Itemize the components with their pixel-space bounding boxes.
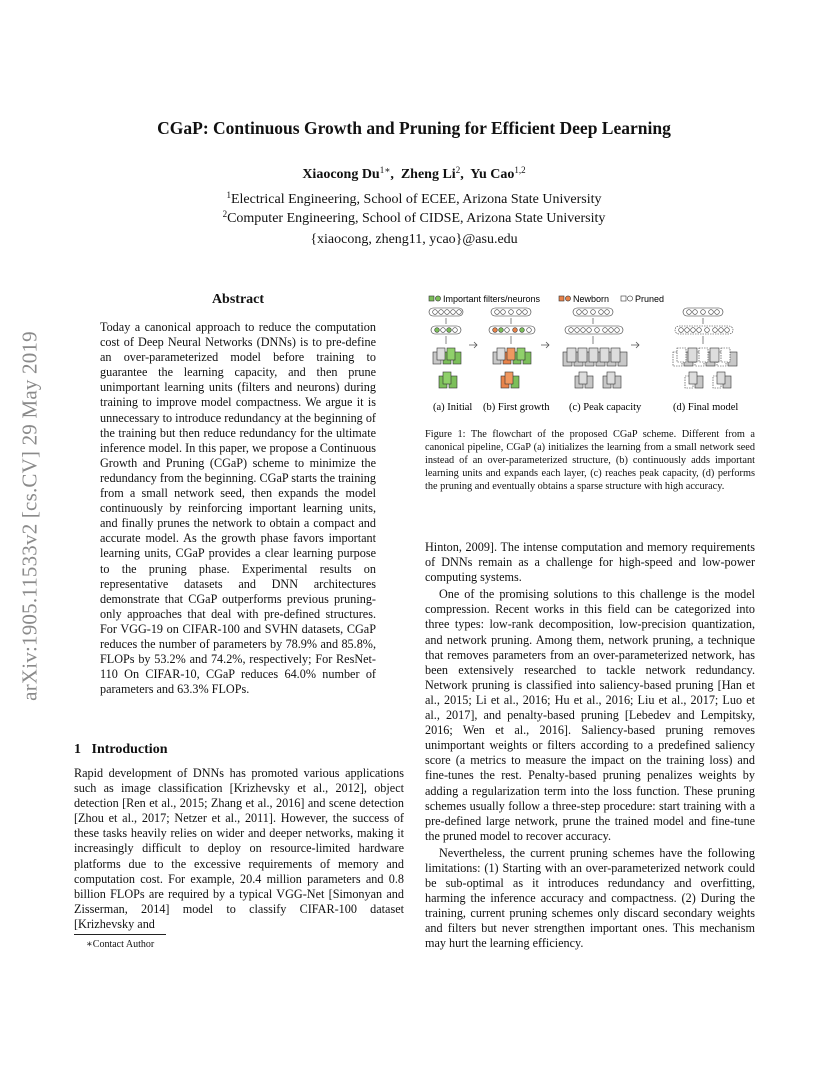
affiliation-text: Computer Engineering, School of CIDSE, Arizona State University [227, 211, 606, 226]
author-emails: {xiaocong, zheng11, ycao}@asu.edu [310, 232, 518, 247]
author-sup: 1∗ [379, 165, 391, 175]
footnote-rule [74, 934, 166, 935]
affiliation-sup: 1 [226, 190, 231, 200]
legend-pruned-swatch [621, 296, 626, 301]
panel-peak-capacity-diagram [563, 308, 627, 388]
figure-1 [425, 290, 755, 418]
abstract-text [100, 320, 376, 697]
panel-label: (c) Peak capacity [569, 402, 642, 413]
affiliation [0, 190, 828, 208]
author-sup: 2 [455, 165, 461, 175]
body-paragraph: Hinton, 2009]. The intense computation and memory requirements of DNNs remain as a challenge for high-speed and low-power computing systems. [425, 540, 755, 585]
legend-important-dot [435, 296, 440, 301]
affiliation-sup: 2 [222, 209, 228, 219]
arxiv-stamp-text: arXiv:1905.11533v2 [cs.CV] 29 May 2019 [17, 331, 42, 701]
panel-label: (a) Initial [433, 402, 473, 413]
legend-newborn-dot [565, 296, 570, 301]
legend-important-swatch [429, 296, 434, 301]
author-name: Zheng Li [400, 167, 456, 182]
footnote: ∗Contact Author [86, 939, 155, 950]
introduction-text [74, 766, 404, 932]
intro-paragraph: Rapid development of DNNs has promoted various applications such as image classification [Krizhevsky et al., 2012], object detection [Ren et al., 2015; Zhang et al., 2016] and scene detection [Zhou et al., 2017; Netzer et al., 2011]. However, the success of these tasks heavily relies on wider and deeper networks, making it increasingly difficult to deploy on resource-limited hardware platforms due to the excessive requirements of memory and computation cost. For example, 20.4 million parameters and 0.8 billion FLOPs are required by a typical VGG-Net [Simonyan and Zisserman, 2014] model to classify CIFAR-100 dataset [Krizhevsky and [74, 766, 404, 931]
panel-first-growth-diagram [489, 308, 535, 388]
panel-label: (d) Final model [673, 402, 739, 413]
right-column-text [425, 540, 755, 952]
arrow-icon [469, 342, 477, 348]
abstract-paragraph: Today a canonical approach to reduce the computation cost of Deep Neural Networks (DNNs) is to pre-define an over-parameterized model before training to guarantee the learning capacity, and then prune unimportant learning units (filters and neurons) during training to improve model compactness. We argue it is unnecessary to introduce redundancy at the beginning of the training but then reduce redundancy for the ultimate inference model. In this paper, we propose a Continuous Growth and Pruning (CGaP) scheme to minimize the redundancy from the beginning. CGaP starts the training from a small network seed, then expands the model continuously by reinforcing important learning units, and finally prunes the network to obtain a compact and accurate model. As the growth phase favors important learning units, CGaP provides a clear learning purpose to the pruning phase. Experimental results on representative datasets and DNN architectures demonstrate that CGaP outperforms previous pruning-only approaches that deal with pre-defined structures. For VGG-19 on CIFAR-100 and SVHN datasets, CGaP reduces the number of parameters by 78.9% and 85.8%, FLOPs by 53.2% and 74.2%, respectively; For ResNet-110 On CIFAR-10, CGaP reduces 64.0% number of parameters and 63.3% FLOPs. [100, 320, 376, 697]
panel-initial-diagram [429, 308, 463, 388]
arxiv-stamp [10, 276, 50, 756]
abstract-heading: Abstract [211, 292, 265, 307]
body-paragraph: Nevertheless, the current pruning schemes have the following limitations: (1) Starting with an over-parameterized network could be sub-optimal as it introduces redundancy and overfitting, harming the inference accuracy and compactness. (2) During the training, current pruning schemes only discard secondary weights and filters but never strengthen important ones. This mechanism may hurt the learning efficiency. [425, 845, 755, 951]
section-number: 1 [74, 742, 81, 757]
cgap-flowchart [425, 290, 755, 418]
paper-title: CGaP: Continuous Growth and Pruning for Efficient Deep Learning [157, 118, 671, 138]
legend-newborn-swatch [559, 296, 564, 301]
arrow-icon [631, 342, 639, 348]
section-title: Introduction [91, 742, 168, 757]
author-name: Yu Cao [470, 167, 515, 182]
body-paragraph: One of the promising solutions to this challenge is the model compression. Recent works in this field can be categorized into three types: low-rank decomposition, low-precision quantization, and network pruning. Among them, network pruning, a technique that removes parameters from an over-parameterized network, has been extensively researched to tackle network redundancy. Network pruning is classified into saliency-based pruning [Han et al., 2015; Li et al., 2016; Hu et al., 2016; Liu et al., 2017; Luo et al., 2017], and penalty-based pruning [Lebedev and Lempitsky, 2016; Wen et al., 2016]. Saliency-based pruning removes unimportant weights or filters according to a predefined saliency score (a metrics to measure the impact on the training loss) and fine-tunes the rest. Penalty-based pruning penalizes weights by adding a regularization term into the loss function. These pruning schemes usually follow a three-step procedure: start training with a pre-defined large network, prune the trained model and fine-tune the pruned model to recover accuracy. [425, 587, 755, 843]
author-sup: 1,2 [514, 165, 526, 175]
legend-pruned-dot [627, 296, 632, 301]
author-name: Xiaocong Du [302, 167, 380, 182]
section-heading-introduction [74, 742, 404, 758]
panel-label: (b) First growth [483, 402, 550, 413]
legend-newborn-label: Newborn [573, 294, 610, 304]
figure-caption: Figure 1: The flowchart of the proposed CGaP scheme. Different from a canonical pipeline, CGaP (a) initializes the learning from a small network seed instead of an over-parameterized structure, (b) continuously adds important learning units and expands each layer, (c) reaches peak capacity, (d) performs the pruning and eventually obtains a sparse structure with high accuracy. [425, 429, 755, 493]
affiliation-text: Electrical Engineering, School of ECEE, Arizona State University [230, 192, 602, 207]
author-list: Xiaocong $Du^{1∗}$, Zheng Li$^2$, Yu Cao$^{1,2}$ [302, 165, 526, 182]
figure-legend [429, 294, 664, 304]
legend-pruned-label: Pruned [635, 294, 665, 304]
panel-final-model-diagram [673, 308, 737, 388]
affiliation [0, 209, 828, 227]
arrow-icon [541, 342, 549, 348]
legend-important-label: Important filters/neurons [443, 294, 541, 304]
